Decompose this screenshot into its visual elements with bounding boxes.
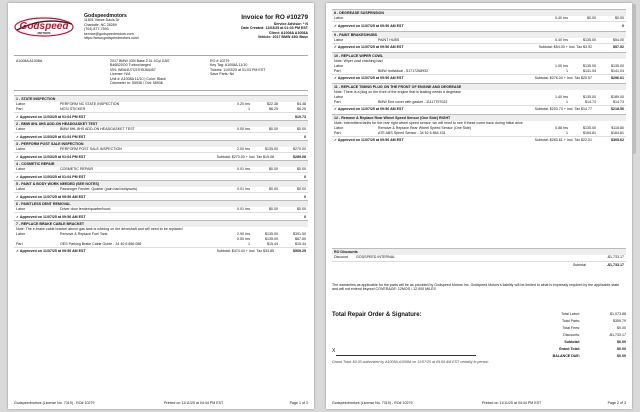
totals-value: $0.00 [617,354,626,358]
line-item-rate: $141.04 [583,68,596,73]
job-total: 0 [304,174,306,179]
totals-title: Total Repair Order & Signature: [332,312,422,318]
service-advisor: Service Advisor: * N [273,22,308,26]
totals-row [506,340,626,347]
vehicle-license: License: N/A [110,72,131,77]
line-item-qty: 1 [248,241,250,246]
approval-status: ✓ Approved on 11/07/25 at 09:56 AM EST [334,138,404,143]
line-item-type: Part [334,68,341,73]
godspeed-logo [14,16,74,38]
totals-value: $359.79 [613,319,626,323]
line-item-description: BMW 8HL 8HS ADD-ON HEADGASKET TEST [60,127,135,132]
line-item-type: Part [16,107,23,112]
job-total: $57.92 [613,45,624,50]
line-item-rate: $164.81 [583,130,596,135]
approval-status: ✓ Approved on 11/03/25 at 01:04 PM EST [16,134,86,139]
job-title: 2 - BMW 8HL 8HS ADD-ON HEADGASKET TEST [14,121,308,127]
warranty-text: The warranties as applicable for the parts will be as provided by Godspeed Motors Inc. Godspeed Motors's liability will be limited to what is expressly required by the applicable state and will not extend beyond COVERAGE: 12MOS / 12,000 MILES [332,283,620,292]
line-item-type: Labor [16,231,26,236]
job-total: $509.29 [293,249,306,254]
line-item-type: Labor [16,167,26,172]
line-item-description: BMW End cover with gasket - 11117797022 [378,99,448,104]
vehicle-details [110,59,169,85]
line-item-rate: $135.00 [583,37,596,42]
job-title: 7 - REPLACE BRAKE CABLE BRACKET [14,221,308,227]
invoice-page-2 [326,3,632,409]
totals-label: Grand Total: [558,347,580,351]
line-item-type: Labor [16,127,26,132]
totals-row [506,354,626,361]
line-item-rate: $14.73 [585,99,596,104]
approval-row [332,21,626,29]
line-item-amount: $141.04 [611,68,624,73]
footer-printed: Printed on 11/11/25 at 04:44 PM EST [164,400,224,405]
line-item-amount: $189.00 [611,94,624,99]
line-item-qty: 0.00 hrs [237,127,250,132]
tickets: Tickets: 11/03/25 at 01:03 PM EST [210,67,266,72]
approval-status: ✓ Approved on 11/03/25 at 01:04 PM EST [16,114,86,119]
line-item-amount: $67.50 [295,236,306,241]
job-title: 6 - PAINTLESS DENT REMOVAL [14,201,308,207]
job-note: Note: The e-brake cable bracket above gas tank is rubbing on the driveshaft and will need to be replaced [16,227,183,232]
shop-website: https://www.godspeedmotors.com/ [84,36,139,41]
line-item-type: Labor [334,94,344,99]
date-created: Date Created: 11/03/25 at 01:03 PM EST [241,26,308,31]
line-item-type: Part [334,130,341,135]
approval-row [14,247,308,255]
totals-value: -$1,733.17 [608,333,626,337]
line-item-qty: 1 [566,130,568,135]
vehicle-unit: Unit #: A1008A 11/10 | Color: Black [110,76,166,81]
approval-status: ✓ Approved on 11/03/25 at 01:04 PM EST [16,174,86,179]
invoice-summary [241,14,308,40]
job-title: 8 - DEGREASE SUSPENSION [332,10,626,16]
line-item-description: Remove & Replace Rear Wheel Speed Sensor (One Side) [378,125,472,130]
job-title: 9 - PAINT BRAKES/HUBS [332,32,626,38]
vehicle-line-1: 2017 BMW 430i Base 2.0L 4Cyl GAS [110,59,170,63]
vehicle-odometer: Odometer In: 55936 / Out: 55936 [110,81,163,86]
vehicle-vin: VIN: WBA4U7C57H5J84457 [110,67,156,72]
discount-subtotal-row [332,261,626,268]
line-item-type: Labor [16,207,26,212]
line-item-qty: 0.40 hrs [555,16,568,21]
line-item-rate: $135.00 [265,236,278,241]
line-item-type: Labor [334,16,344,21]
job-section [332,114,626,144]
discount-name: GODSPEED INTERNAL [356,255,396,260]
totals-row [506,319,626,326]
job-subtotal: Subtotal: $270.00 + Incl. Tax $19.08 [216,154,274,159]
line-item-rate: $135.00 [265,147,278,152]
line-item-rate: $6.25 [269,107,278,112]
key-tag: Key Tag: A1008A-11/10 [210,63,248,68]
job-section [14,120,308,140]
line-item-type: Part [16,241,23,246]
job-title: 10 - REPLACE WIPER COWL [332,53,626,59]
totals-value: $0.00 [617,326,626,330]
line-item-description: ATE ABS Speed Sensor - 34 52 6 864 431 [378,130,446,135]
line-item-type: Part [334,99,341,104]
line-item-amount: $6.25 [297,107,306,112]
job-total: 0 [304,134,306,139]
line-item-amount: $0.00 [615,16,624,21]
job-total: $218.50 [611,107,624,112]
line-item-description: PAINT HUBS [378,37,400,42]
line-item-amount: $14.73 [613,99,624,104]
scrollbar-thumb[interactable] [632,4,636,154]
discount-subtotal-label: Subtotal [572,263,586,268]
line-item-amount: $15.44 [295,241,306,246]
line-item-rate: $135.00 [583,63,596,68]
job-section [14,220,308,255]
totals-row [506,347,626,354]
line-item-amount: $164.81 [611,130,624,135]
discount-subtotal: -$1,733.17 [606,263,624,268]
line-item-rate: $135.00 [265,231,278,236]
approval-status: ✓ Approved on 11/07/25 at 09:56 AM EST [334,23,404,28]
approval-status: ✓ Approved on 11/07/25 at 09:56 AM EST [334,107,404,112]
job-total: $305.62 [611,138,624,143]
line-item-qty: 1.00 hrs [555,63,568,68]
totals-label: Discounts: [563,333,580,337]
invoice-header [14,8,308,52]
line-item-rate: $0.00 [269,167,278,172]
signature-note: Grand Total: $0.00 authorized by A1008A A1008A on 11/07/25 at 09:56 AM EST verbally in person [332,360,489,364]
approval-status: ✓ Approved on 11/07/25 at 09:56 AM EST [334,45,404,50]
line-item-rate: $0.00 [269,127,278,132]
line-item-amount: $4.48 [297,102,306,107]
job-subtotal: Subtotal: $474.44 + Incl. Tax $34.85 [216,249,274,254]
job-total: 0 [622,23,624,28]
ro-number: RO # 10279 [210,59,230,63]
job-total: $289.08 [293,154,306,159]
shop-name: Godspeedmotors [84,13,127,19]
line-item-qty: 0.01 hrs [237,167,250,172]
approval-row [332,136,626,144]
discount-amount: -$1,733.17 [606,255,624,260]
job-note: Note: Wiper cowl cracking bad [334,59,383,64]
line-item-rate: $15.44 [267,241,278,246]
job-total: 0 [304,214,306,219]
shop-address-2: Charlotte, NC 28269 [84,22,117,27]
job-subtotal: Subtotal: $283.61 + Incl. Tax $22.01 [534,138,592,143]
line-item-description: BMW Individual - 51717268932 [378,68,429,73]
job-section [332,31,626,51]
job-title: 11 - REPLACE TIMING PLUG ON THE FRONT OF ENGINE AND DEGREASE [332,84,626,90]
line-item-amount: $118.80 [611,125,624,130]
totals-label: Total Parts: [562,319,580,323]
approval-row [332,105,626,113]
footer-printed: Printed on 11/11/25 at 04:44 PM EST [482,400,542,405]
customer-name: A1008A A1008A [16,59,43,63]
totals-row [506,326,626,333]
shop-phone: (704) 877-7593 [84,27,109,32]
job-section [14,95,308,120]
line-item-type: Labor [16,187,26,192]
approval-row [332,43,626,51]
job-total: 0 [304,194,306,199]
job-total: $10.73 [295,114,306,119]
line-item-amount: $0.00 [297,167,306,172]
job-section [332,52,626,82]
job-section [14,140,308,160]
job-section [332,9,626,29]
line-item-description: Passenger Fender, Quarter (pain bad bodywork) [60,187,138,192]
vehicle-info-box [14,55,308,91]
job-note: Note: Intermittent faults for the rear right wheel speed sensor, we will need to see if these come back during initial drive [334,121,523,126]
save-parts: Save Parts: No [210,72,235,77]
line-item-amount: $0.00 [297,127,306,132]
line-item-type: Labor [16,102,26,107]
line-item-type: Labor [334,37,344,42]
approval-status: ✓ Approved on 11/07/25 at 09:56 AM EST [16,214,86,219]
footer-license: Godspeedmotors (License No. 7319) - RO# 10279 [14,400,95,405]
line-item-description: NCSI STICKER [60,107,86,112]
line-item-qty: 1 [566,68,568,73]
signature-line[interactable] [336,355,476,356]
line-item-rate: $135.00 [583,125,596,130]
totals-label: Total Fees: [562,326,580,330]
line-item-qty: 0.88 hrs [555,125,568,130]
job-title: 1 - STATE INSPECTION [14,96,308,102]
totals-value: $1,073.88 [610,312,626,316]
line-item-description: OES Parking Brake Cable Guide - 34 40 6 856 098 [60,241,142,246]
line-item-type: Labor [16,147,26,152]
line-item-qty: 0.40 hrs [555,37,568,42]
line-item-description: PERFORM NC STATE INSPECTION [60,102,120,107]
approval-status: ✓ Approved on 11/03/25 at 01:04 PM EST [16,154,86,159]
signature-x: X [332,348,336,354]
line-item-qty: 0.20 hrs [237,102,250,107]
line-item-qty: 2.90 hrs [237,231,250,236]
totals-row [506,333,626,340]
discount-type: Discount [334,255,348,260]
line-item-description: Driver door fender/quarter/hood [60,207,111,212]
invoice-page-1 [8,3,314,409]
shop-address-1: 11801 Vance Davis Dr [84,18,120,23]
line-item-amount: $270.00 [293,147,306,152]
line-item-qty: 1 [566,99,568,104]
line-item-rate: $0.00 [269,187,278,192]
job-subtotal: Subtotal: $203.73 + Incl. Tax $14.77 [534,107,592,112]
line-item-description: COSMETIC REPAIR [60,167,94,172]
line-item-qty: 0.01 hrs [237,187,250,192]
job-subtotal: Subtotal: $276.04 + Incl. Tax $20.57 [534,76,592,81]
line-item-rate: $0.00 [269,207,278,212]
footer-license: Godspeedmotors (License No. 7319) - RO# 10279 [332,400,413,405]
line-item-type: Labor [334,125,344,130]
shop-email: service@godspeedmotors.com [84,31,134,36]
line-item-amount: $0.00 [297,207,306,212]
client: Client: A1008A A1008A [268,30,308,35]
line-item-rate: $135.00 [583,94,596,99]
job-total: $296.61 [611,76,624,81]
approval-status: ✓ Approved on 11/07/25 at 09:56 AM EST [334,76,404,81]
line-item-qty: 1.40 hrs [555,94,568,99]
ro-details [210,59,265,77]
vehicle: Vehicle: 2017 BMW 430i Base [257,35,308,40]
job-section [14,160,308,180]
job-section [14,180,308,200]
totals-value: $0.00 [617,340,626,344]
footer-page-number: Page 1 of 3 [289,400,308,405]
vehicle-line-2: B46B20O0 Turbocharged [110,63,151,68]
line-item-qty: 0.01 hrs [237,207,250,212]
job-title: 4 - COSMETIC REPAIR [14,161,308,167]
line-item-description: Remove & Replace Fuel Tank [60,231,108,236]
totals-label: BALANCE DUE: [552,354,580,358]
job-title: 12 - Remove & Replace Rear Wheel Speed Sensor (One Side) RIGHT [332,115,626,121]
job-note: Note: There is a plug on the front of the engine that is leaking needs a degrease [334,90,461,95]
svg-text:MOTORS: MOTORS [37,31,51,35]
job-section [332,83,626,113]
job-section [14,200,308,220]
totals-table [506,312,626,361]
footer-page-number: Page 2 of 3 [607,400,626,405]
line-item-amount: $0.00 [297,187,306,192]
line-item-description: PERFORM POST SALE INSPECTION [60,147,122,152]
discounts-title: RO Discounts [332,249,626,255]
totals-value: $0.00 [617,347,626,351]
approval-status: ✓ Approved on 11/07/25 at 09:56 AM EST [16,194,86,199]
totals-row [506,312,626,319]
svg-text:Godspeed: Godspeed [19,21,69,32]
line-item-amount: $391.50 [293,231,306,236]
line-item-qty: 2.00 hrs [237,147,250,152]
invoice-title: Invoice for RO #10279 [241,14,308,21]
line-item-qty: 1 [248,107,250,112]
line-item-rate: $0.00 [587,16,596,21]
totals-label: Subtotal: [564,340,580,344]
line-item-type: Labor [334,63,344,68]
job-title: 3 - PERFORM POST SALE INSPECTION [14,141,308,147]
line-item-amount: $54.00 [613,37,624,42]
job-subtotal: Subtotal: $54.00 + Incl. Tax $3.92 [538,45,592,50]
line-item-rate: $22.38 [267,102,278,107]
line-item-amount: $135.00 [611,63,624,68]
approval-status: ✓ Approved on 11/07/25 at 09:56 AM EST [16,249,86,254]
totals-label: Total Labor: [561,312,580,316]
approval-row [332,74,626,82]
shop-info [84,14,139,40]
job-title: 5 - PAINT & BODY WORK NEEDED (SEE NOTES) [14,181,308,187]
line-item-qty: 0.50 hrs [237,236,250,241]
ro-discounts [332,248,626,268]
